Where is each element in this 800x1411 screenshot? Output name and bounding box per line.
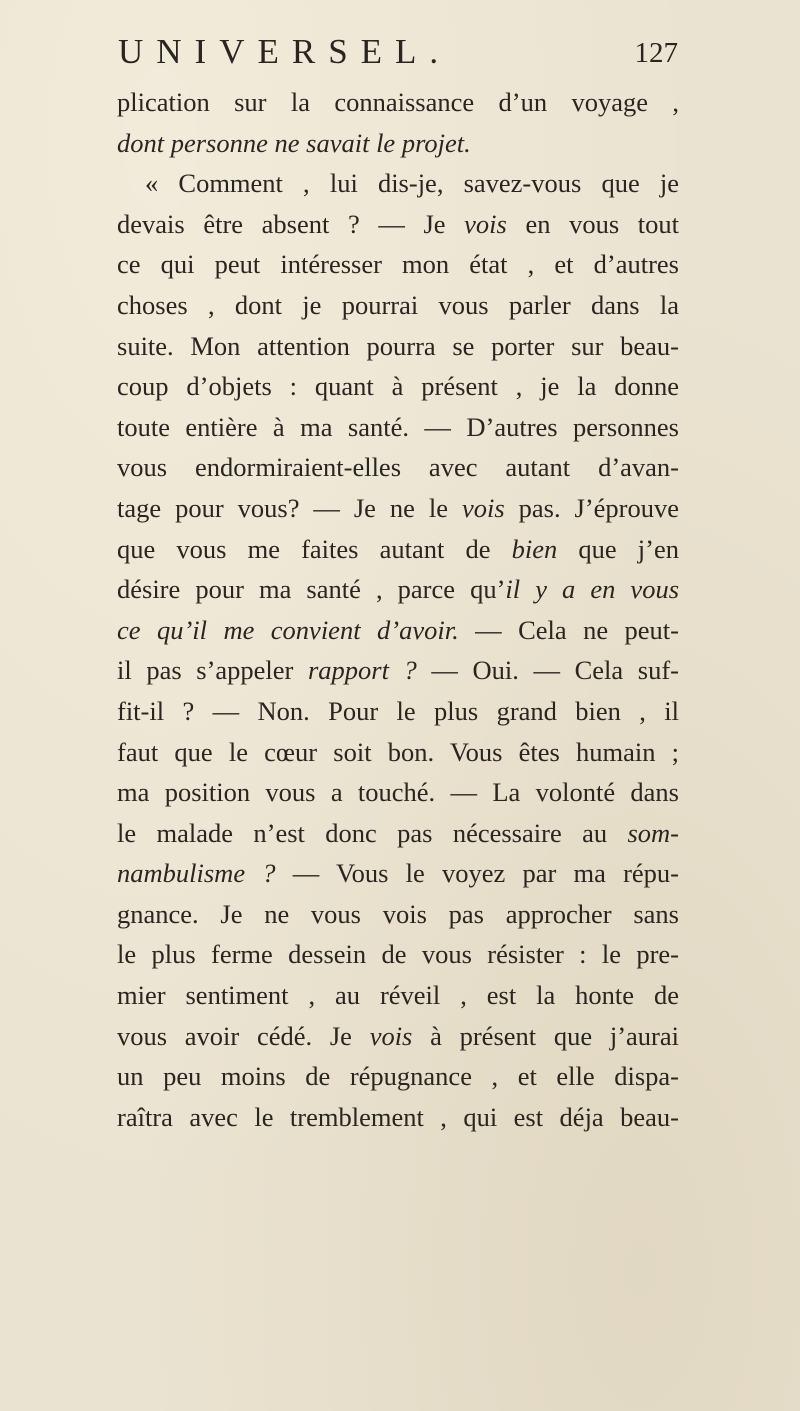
text-segment: choses , dont je pourrai vous parler dans la (117, 289, 679, 320)
text-line (117, 447, 679, 488)
text-line (117, 529, 679, 570)
text-segment: plication sur la connaissance d’un voyage , (117, 87, 679, 117)
text-segment: « Comment , lui dis-je, savez-vous que je (145, 168, 679, 199)
text-line (117, 691, 679, 732)
text-segment: que vous me faites autant de (117, 533, 512, 564)
text-segment: que j’en (557, 533, 679, 564)
text-segment: un peu moins de répugnance , et elle dispa- (117, 1061, 679, 1092)
text-line (117, 244, 679, 285)
text-line (117, 488, 679, 529)
italic-text: vois (369, 1020, 413, 1051)
italic-text: il y a en vous (505, 574, 680, 605)
text-segment: vous avoir cédé. Je (117, 1020, 370, 1051)
text-line (117, 894, 679, 935)
running-title: UNIVERSEL. (118, 32, 452, 71)
text-line (117, 1097, 679, 1138)
text-line (117, 366, 679, 407)
italic-text: rapport ? (307, 655, 417, 686)
text-segment: en vous tout (506, 208, 679, 239)
text-line (117, 407, 679, 448)
text-line (117, 650, 679, 691)
text-line (117, 853, 679, 894)
text-line (117, 1016, 679, 1057)
text-segment: à présent que j’aurai (412, 1020, 680, 1051)
text-segment: — Vous le voyez par ma répu- (275, 858, 680, 889)
text-segment: tage pour vous? — Je ne le (117, 492, 462, 523)
text-segment: gnance. Je ne vous vois pas approcher sans (117, 898, 679, 929)
italic-text: vois (461, 492, 505, 523)
italic-text: nambulisme ? (117, 858, 276, 889)
italic-text: dont personne ne savait le projet. (117, 127, 471, 158)
page-number: 127 (634, 37, 678, 69)
text-line (117, 82, 679, 123)
text-line (117, 813, 679, 854)
text-segment: fit-il ? — Non. Pour le plus grand bien , il (117, 695, 679, 726)
text-segment: désire pour ma santé , parce qu’ (117, 574, 506, 605)
text-segment: — Oui. — Cela suf- (416, 655, 679, 686)
running-header (118, 28, 678, 76)
text-line (117, 163, 679, 204)
text-segment: mier sentiment , au réveil , est la honte de (117, 980, 679, 1011)
text-segment: — Cela ne peut- (458, 614, 679, 645)
text-line (117, 123, 679, 164)
text-segment: raîtra avec le tremblement , qui est déja beau- (117, 1101, 679, 1132)
italic-text: som- (627, 817, 679, 848)
text-segment: devais être absent ? — Je (117, 208, 465, 239)
text-line (117, 975, 679, 1016)
text-line (117, 285, 679, 326)
italic-text: bien (511, 533, 558, 564)
text-line (117, 1056, 679, 1097)
text-segment: pas. J’éprouve (504, 492, 680, 523)
text-line (117, 934, 679, 975)
text-segment: le plus ferme dessein de vous résister : le pre- (117, 939, 679, 970)
italic-text: ce qu’il me convient d’avoir. (117, 614, 459, 645)
text-segment: toute entière à ma santé. — D’autres personnes (117, 411, 679, 442)
text-line (117, 569, 679, 610)
text-line (117, 204, 679, 245)
text-line (117, 772, 679, 813)
italic-text: vois (464, 208, 507, 239)
text-segment: suite. Mon attention pourra se porter sur beau- (117, 330, 679, 361)
text-segment: il pas s’appeler (117, 655, 308, 686)
text-segment: faut que le cœur soit bon. Vous êtes humain ; (117, 736, 679, 767)
text-line (117, 326, 679, 367)
text-segment: ma position vous a touché. — La volonté dans (117, 777, 679, 808)
body-text (117, 82, 679, 1137)
text-line (117, 610, 679, 651)
text-segment: vous endormiraient-elles avec autant d’avan- (117, 452, 679, 483)
text-segment: ce qui peut intéresser mon état , et d’autres (117, 249, 679, 280)
text-line (117, 732, 679, 773)
text-segment: coup d’objets : quant à présent , je la donne (117, 371, 679, 402)
text-segment: le malade n’est donc pas nécessaire au (117, 817, 628, 848)
